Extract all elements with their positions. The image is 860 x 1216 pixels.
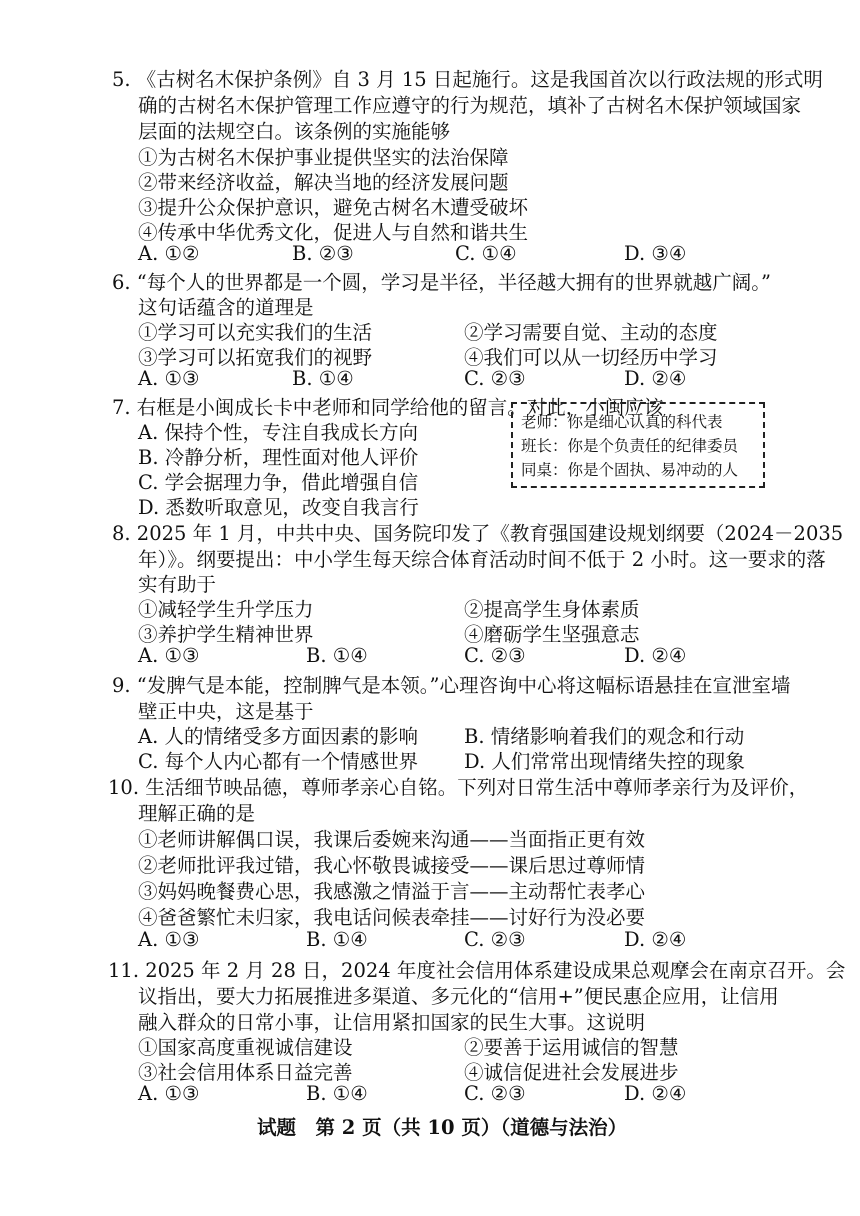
q5-statement-2: ②带来经济收益，解决当地的经济发展问题: [138, 171, 509, 194]
q7-option-c[interactable]: C. 学会据理力争，借此增强自信: [138, 471, 419, 494]
q8-option-c[interactable]: C. ②③: [464, 644, 526, 667]
q5-option-d[interactable]: D. ③④: [624, 242, 687, 265]
q9-stem-line-2: 壁正中央，这是基于: [138, 700, 314, 723]
growth-card-messages-box: [511, 402, 765, 488]
q5-stem-line-3: 层面的法规空白。该条例的实施能够: [138, 120, 451, 143]
q11-statement-3: ③社会信用体系日益完善: [138, 1061, 353, 1084]
q8-option-d[interactable]: D. ②④: [624, 644, 687, 667]
q10-option-c[interactable]: C. ②③: [464, 928, 526, 951]
q5-statement-1: ①为古树名木保护事业提供坚实的法治保障: [138, 146, 509, 169]
q5-option-c[interactable]: C. ①④: [455, 242, 517, 265]
q6-option-d[interactable]: D. ②④: [624, 367, 687, 390]
q11-option-d[interactable]: D. ②④: [624, 1082, 687, 1105]
q11-option-a[interactable]: A. ①③: [138, 1082, 200, 1105]
q10-stem-line-1: 10. 生活细节映品德，尊师孝亲心自铭。下列对日常生活中尊师孝亲行为及评价，: [108, 776, 809, 799]
q11-statement-1: ①国家高度重视诚信建设: [138, 1036, 353, 1059]
q6-option-a[interactable]: A. ①③: [138, 367, 200, 390]
q6-statement-3: ③学习可以拓宽我们的视野: [138, 346, 373, 369]
monitor-message: 班长：你是个负责任的纪律委员: [521, 437, 739, 455]
q11-option-b[interactable]: B. ①④: [306, 1082, 368, 1105]
q6-stem-line-1: 6. “每个人的世界都是一个圆，学习是半径，半径越大拥有的世界就越广阔。”: [112, 271, 771, 294]
q9-option-a[interactable]: A. 人的情绪受多方面因素的影响: [138, 725, 418, 748]
q9-stem-line-1: 9. “发脾气是本能，控制脾气是本领。”心理咨询中心将这幅标语悬挂在宣泄室墙: [112, 674, 791, 697]
q11-statement-4: ④诚信促进社会发展进步: [464, 1061, 679, 1084]
q5-stem-line-2: 确的古树名木保护管理工作应遵守的行为规范，填补了古树名木保护领域国家: [138, 94, 802, 117]
q5-stem-line-1: 5. 《古树名木保护条例》自 3 月 15 日起施行。这是我国首次以行政法规的形式明: [112, 68, 823, 91]
q8-option-a[interactable]: A. ①③: [138, 644, 200, 667]
q8-option-b[interactable]: B. ①④: [306, 644, 368, 667]
q5-option-b[interactable]: B. ②③: [292, 242, 354, 265]
q6-stem-line-2: 这句话蕴含的道理是: [138, 296, 314, 319]
q11-stem-line-2: 议指出，要大力拓展推进多渠道、多元化的“信用+”便民惠企应用，让信用: [138, 985, 779, 1008]
q11-stem-line-3: 融入群众的日常小事，让信用紧扣国家的民生大事。这说明: [138, 1011, 646, 1034]
q5-option-a[interactable]: A. ①②: [138, 242, 200, 265]
q11-option-c[interactable]: C. ②③: [464, 1082, 526, 1105]
q8-stem-line-2: 年）》。纲要提出：中小学生每天综合体育活动时间不低于 2 小时。这一要求的落: [138, 548, 826, 571]
q10-statement-2: ②老师批评我过错，我心怀敬畏诚接受——课后思过尊师情: [138, 854, 646, 877]
q7-option-a[interactable]: A. 保持个性，专注自我成长方向: [138, 421, 418, 444]
q10-option-d[interactable]: D. ②④: [624, 928, 687, 951]
q8-statement-1: ①减轻学生升学压力: [138, 598, 314, 621]
q7-stem-line-1: 7. 右框是小闽成长卡中老师和同学给他的留言。对此，小闽应该: [112, 396, 664, 419]
q8-statement-3: ③养护学生精神世界: [138, 623, 314, 646]
q6-option-b[interactable]: B. ①④: [292, 367, 354, 390]
deskmate-message: 同桌：你是个固执、易冲动的人: [521, 461, 739, 479]
q10-option-b[interactable]: B. ①④: [306, 928, 368, 951]
q8-statement-2: ②提高学生身体素质: [464, 598, 640, 621]
q10-option-a[interactable]: A. ①③: [138, 928, 200, 951]
q11-stem-line-1: 11. 2025 年 2 月 28 日，2024 年度社会信用体系建设成果总观摩会在南京召开。会: [108, 959, 846, 982]
q8-statement-4: ④磨砺学生坚强意志: [464, 623, 640, 646]
q7-option-b[interactable]: B. 冷静分析，理性面对他人评价: [138, 446, 419, 469]
q6-statement-4: ④我们可以从一切经历中学习: [464, 346, 718, 369]
q8-stem-line-3: 实有助于: [138, 573, 217, 596]
page-footer: 试题 第 2 页（共 10 页）（道德与法治）: [257, 1116, 628, 1139]
q8-stem-line-1: 8. 2025 年 1 月，中共中央、国务院印发了《教育强国建设规划纲要（2024－2035: [112, 522, 844, 545]
q10-statement-3: ③妈妈晚餐费心思，我感激之情溢于言——主动帮忙表孝心: [138, 880, 646, 903]
q10-statement-4: ④爸爸繁忙未归家，我电话问候表牵挂——讨好行为没必要: [138, 906, 646, 929]
q10-statement-1: ①老师讲解偶口误，我课后委婉来沟通——当面指正更有效: [138, 828, 646, 851]
q9-option-b[interactable]: B. 情绪影响着我们的观念和行动: [464, 725, 745, 748]
q5-statement-3: ③提升公众保护意识，避免古树名木遭受破坏: [138, 196, 529, 219]
q7-option-d[interactable]: D. 悉数听取意见，改变自我言行: [138, 496, 419, 519]
teacher-message: 老师：你是细心认真的科代表: [521, 413, 723, 431]
q6-statement-2: ②学习需要自觉、主动的态度: [464, 321, 718, 344]
q5-statement-4: ④传承中华优秀文化，促进人与自然和谐共生: [138, 221, 529, 244]
q11-statement-2: ②要善于运用诚信的智慧: [464, 1036, 679, 1059]
q10-stem-line-2: 理解正确的是: [138, 802, 256, 825]
q9-option-d[interactable]: D. 人们常常出现情绪失控的现象: [464, 750, 745, 773]
q6-option-c[interactable]: C. ②③: [464, 367, 526, 390]
q9-option-c[interactable]: C. 每个人内心都有一个情感世界: [138, 750, 419, 773]
q6-statement-1: ①学习可以充实我们的生活: [138, 321, 373, 344]
